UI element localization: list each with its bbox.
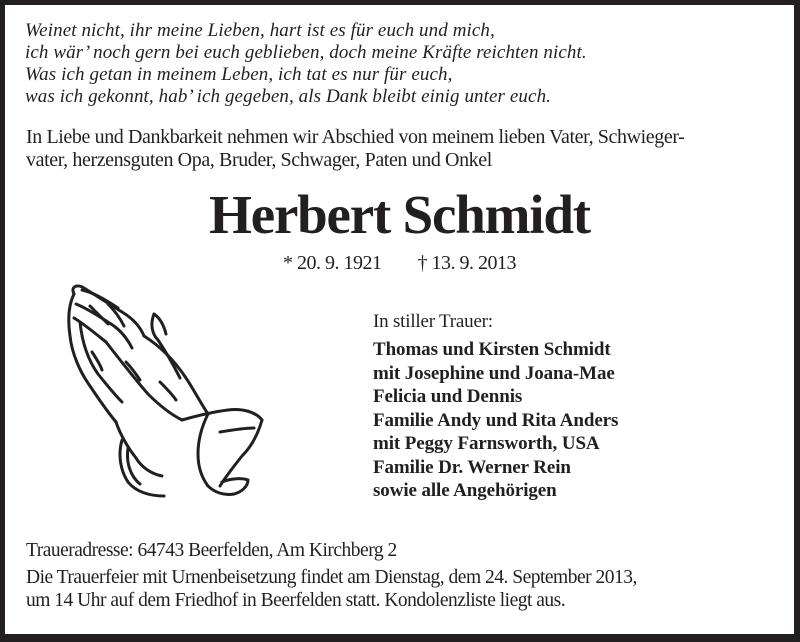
mourners-lead: In stiller Trauer: (373, 311, 493, 332)
poem-line: was ich gekonnt, hab’ ich gegeben, als Dank bleibt einig unter euch. (25, 86, 552, 107)
mourner-line: mit Peggy Farnsworth, USA (373, 433, 600, 454)
poem (25, 20, 587, 108)
mourner-line: Felicia und Dennis (373, 386, 523, 407)
mourner-line: Familie Dr. Werner Rein (373, 456, 571, 478)
death-date: † 13. 9. 2013 (417, 252, 516, 274)
poem-line: ich wär’ noch gern bei euch geblieben, doch meine Kräfte reichten nicht. (25, 42, 587, 63)
ceremony-line: Die Trauerfeier mit Urnenbeisetzung findet am Dienstag, dem 24. September 2013, (26, 567, 637, 588)
mourner-line: mit Josephine und Joana-Mae (373, 362, 615, 384)
intro-line: vater, herzensguten Opa, Bruder, Schwager, Paten und Onkel (26, 148, 492, 171)
ceremony-line: um 14 Uhr auf dem Friedhof in Beerfelden statt. Kondolenzliste liegt aus. (26, 589, 566, 611)
mourning-address: Traueradresse: 64743 Beerfelden, Am Kirchberg 2 (26, 540, 397, 561)
footer (26, 539, 637, 612)
poem-line: Was ich getan in meinem Leben, ich tat es nur für euch, (25, 64, 453, 85)
intro-text (26, 126, 786, 171)
obituary-card (5, 5, 794, 634)
praying-hands-icon (62, 282, 272, 507)
mourner-line: Thomas und Kirsten Schmidt (373, 339, 611, 360)
mourners-list (373, 310, 618, 503)
mourner-line: Familie Andy und Rita Anders (373, 409, 619, 431)
intro-line: In Liebe und Dankbarkeit nehmen wir Abschied von meinem lieben Vater, Schwieger- (26, 126, 685, 148)
life-dates (5, 252, 794, 275)
poem-line: Weinet nicht, ihr meine Lieben, hart ist es für euch und mich, (25, 20, 495, 41)
deceased-name: Herbert Schmidt (209, 184, 590, 245)
mourner-line: sowie alle Angehörigen (373, 480, 557, 501)
birth-date: * 20. 9. 1921 (283, 252, 382, 274)
